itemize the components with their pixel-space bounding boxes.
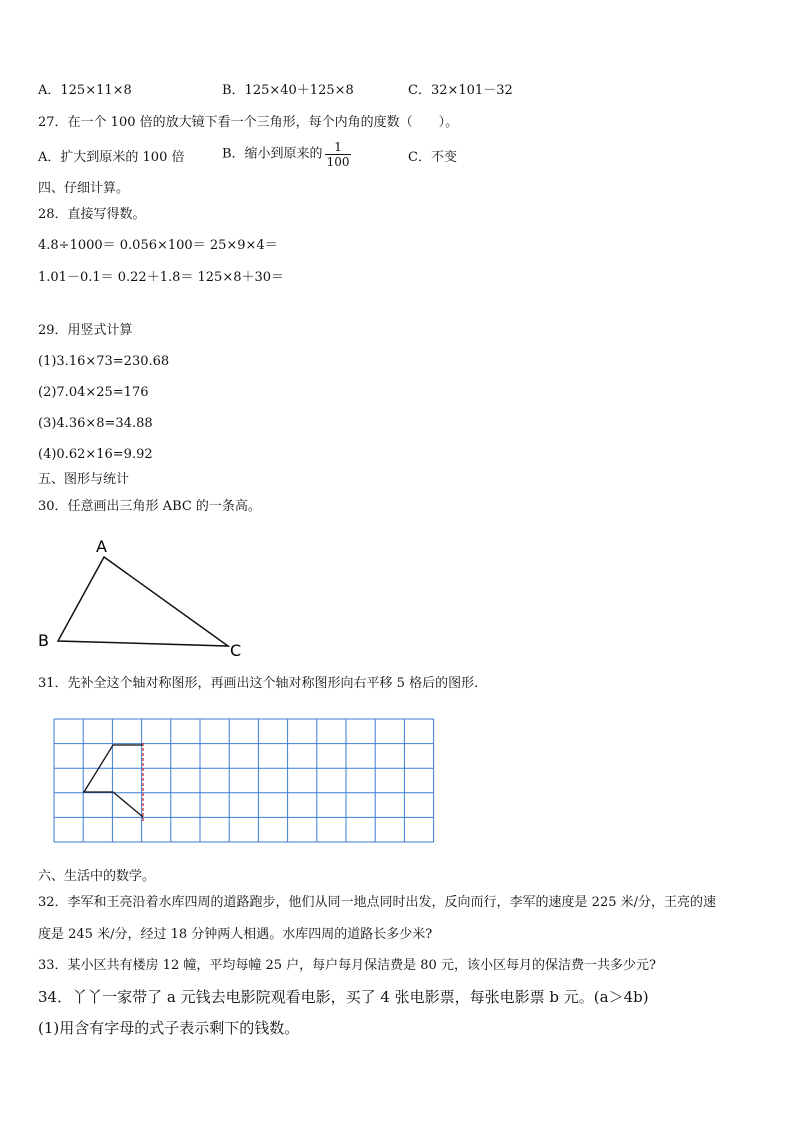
q27-option-b	[222, 140, 351, 169]
grid-lines	[54, 719, 434, 842]
q26-option-b: B．125×40＋125×8	[222, 83, 354, 98]
q27-option-c: C．不变	[408, 150, 457, 165]
section-6-heading: 六、生活中的数学。	[38, 869, 156, 884]
q29-item-4: (4)0.62×16=9.92	[38, 447, 153, 462]
q26-option-c: C．32×101－32	[408, 83, 513, 98]
q29-item-2: (2)7.04×25=176	[38, 385, 149, 400]
half-shape-outline	[84, 745, 143, 817]
q32-line-2: 度是 245 米/分，经过 18 分钟两人相遇。水库四周的道路长多少米?	[38, 927, 433, 942]
q27-option-a: A．扩大到原米的 100 倍	[38, 150, 185, 165]
triangle-abc-figure	[30, 530, 260, 665]
section-4-heading: 四、仔细计算。	[38, 181, 130, 196]
q27-stem: 27．在一个 100 倍的放大镜下看一个三角形，每个内角的度数（ ）。	[38, 115, 459, 130]
q30-stem: 30．任意画出三角形 ABC 的一条高。	[38, 499, 261, 514]
q27-option-b-prefix: B．缩小到原来的	[222, 146, 323, 162]
q34-stem: 34．丫丫一家带了 a 元钱去电影院观看电影，买了 4 张电影票，每张电影票 b 元。(a＞4b)	[38, 988, 649, 1006]
vertex-label-b: B	[38, 631, 49, 650]
vertex-label-a: A	[96, 537, 107, 556]
square-grid-figure	[50, 713, 440, 847]
triangle-abc	[58, 557, 228, 646]
vertex-label-c: C	[230, 641, 242, 660]
q28-row-1: 4.8÷1000＝ 0.056×100＝ 25×9×4＝	[38, 238, 278, 253]
fraction-one-hundredth	[325, 140, 352, 169]
q29-item-3: (3)4.36×8=34.88	[38, 416, 153, 431]
section-5-heading: 五、图形与统计	[38, 472, 130, 487]
q28-stem: 28．直接写得数。	[38, 207, 146, 222]
q31-stem: 31．先补全这个轴对称图形，再画出这个轴对称图形向右平移 5 格后的图形.	[38, 676, 479, 691]
q33-stem: 33．某小区共有楼房 12 幢，平均每幢 25 户，每户每月保洁费是 80 元，该小区每月的保洁费一共多少元?	[38, 958, 656, 973]
q32-line-1: 32．李军和王亮沿着水库四周的道路跑步，他们从同一地点同时出发，反向而行，李军的速度是 225 米/分，王亮的速	[38, 895, 717, 910]
q29-item-1: (1)3.16×73=230.68	[38, 354, 170, 369]
fraction-numerator: 1	[334, 140, 342, 154]
q26-option-a: A．125×11×8	[38, 83, 132, 98]
q34-sub-1: (1)用含有字母的式子表示剩下的钱数。	[38, 1019, 300, 1037]
fraction-denominator: 100	[326, 155, 350, 169]
q28-row-2: 1.01－0.1＝ 0.22＋1.8＝ 125×8＋30＝	[38, 270, 285, 285]
q29-stem: 29．用竖式计算	[38, 323, 133, 338]
